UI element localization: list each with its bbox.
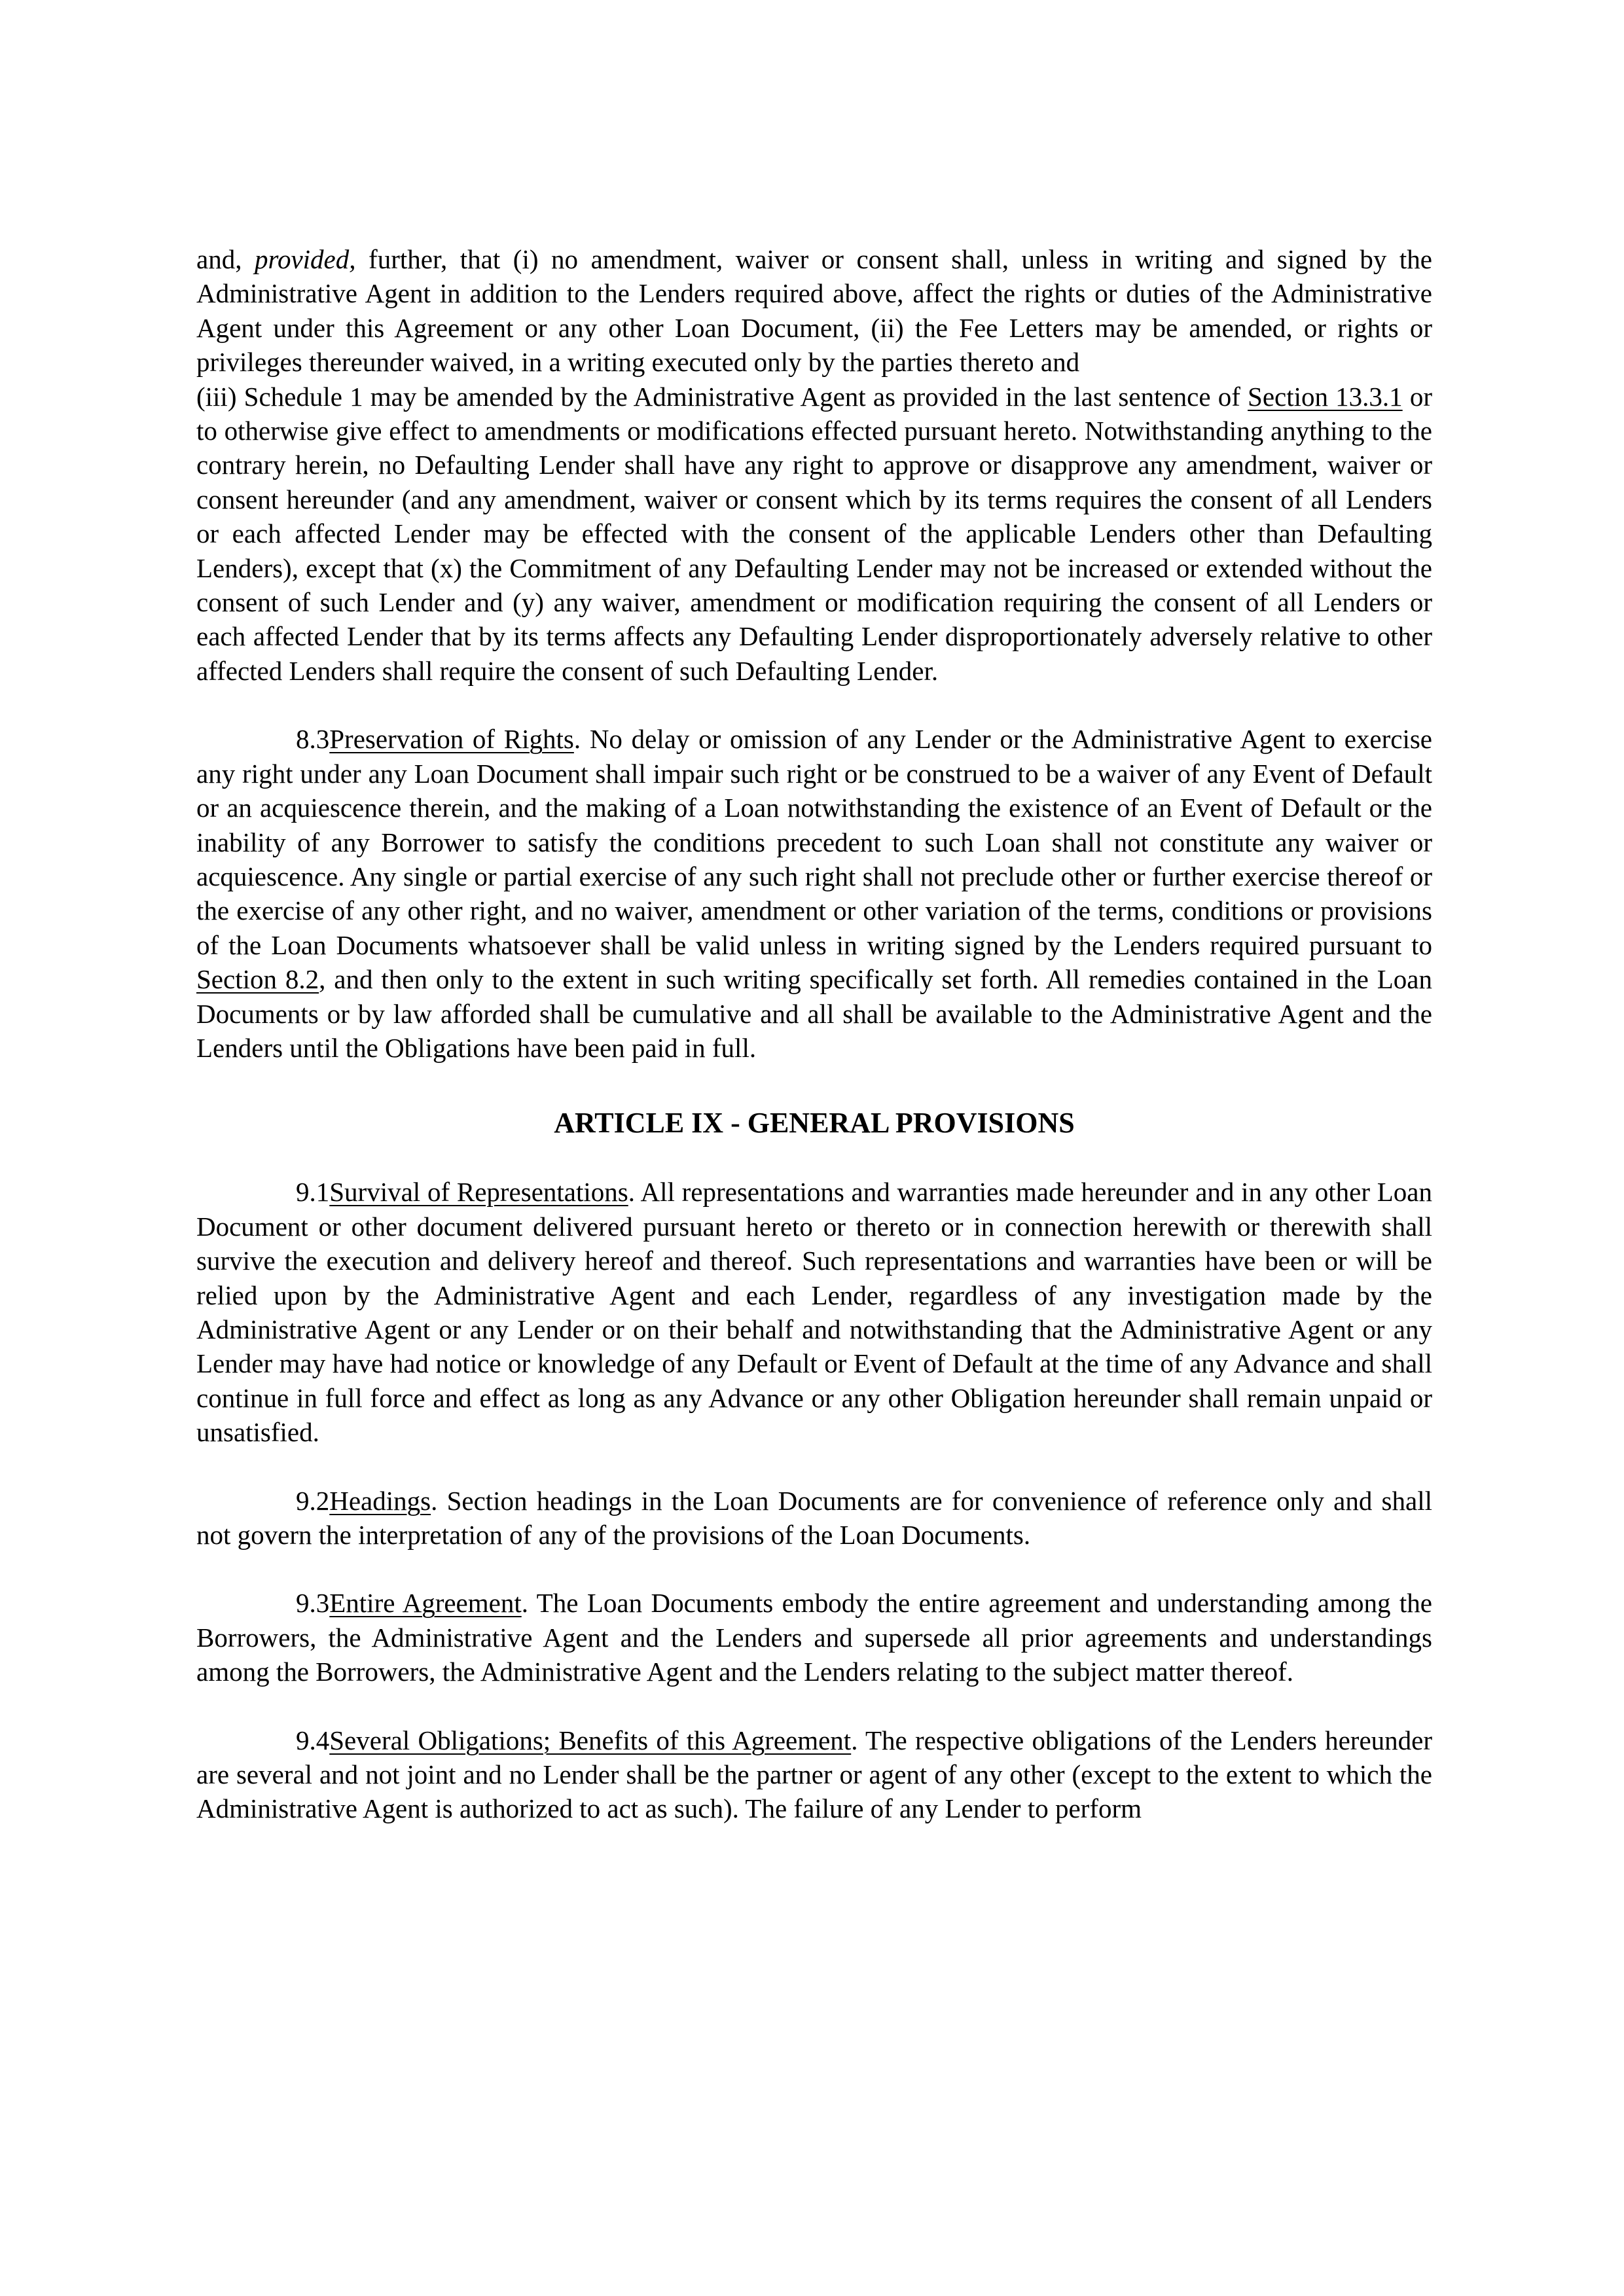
paragraph-schedule-amendment [196,380,1432,689]
section-8-3-number: 8.3 [296,724,330,755]
section-8-3-title: Preservation of Rights [329,724,574,755]
article-ix-heading: ARTICLE IX - GENERAL PROVISIONS [554,1107,1075,1139]
section-8-3-paragraph [196,722,1432,1065]
section-8-2-link[interactable]: Section 8.2 [196,964,319,995]
section-9-1-paragraph [196,1175,1432,1449]
section-9-1-text: . All representations and warranties made hereunder and in any other Loan Document or other document delivered pursuant hereto or thereto or in connection herewith or therewith shall survive the execution and delivery hereof and thereof. Such representations and warranties have been or will be relied upon by the Administrative Agent and each Lender, regardless of any investigation made by the Administrative Agent or any Lender or on their behalf and notwithstanding that the Administrative Agent or any Lender may have had notice or knowledge of any Default or Event of Default at the time of any Advance and shall continue in full force and effect as long as any Advance or any other Obligation hereunder shall remain unpaid or unsatisfied. [196,1177,1433,1448]
section-9-3-number: 9.3 [296,1588,330,1619]
schedule-text-post: or to otherwise give effect to amendments or modifications effected pursuant hereto. Notwithstanding anything to the contrary herein, no Defaulting Lender shall have any right to approve or disapprove any amendment, waiver or consent hereunder (and any amendment, waiver or consent which by its terms requires the consent of all Lenders or each affected Lender may be effected with the consent of the applicable Lenders other than Defaulting Lenders), except that (x) the Commitment of any Defaulting Lender may not be increased or extended without the consent of such Lender and (y) any waiver, amendment or modification requiring the consent of all Lenders or each affected Lender that by its terms affects any Defaulting Lender disproportionately adversely relative to other affected Lenders shall require the consent of such Defaulting Lender. [196,381,1432,686]
section-9-4-title: Several Obligations; Benefits of this Agreement [329,1725,852,1755]
section-9-2-paragraph [196,1484,1432,1552]
section-9-2-text: . Section headings in the Loan Documents are for convenience of reference only and shall not govern the interpretation of any of the provisions of the Loan Documents. [196,1485,1432,1550]
document-page [196,242,1432,1826]
section-13-3-1-link[interactable]: Section 13.3.1 [1248,381,1403,412]
section-9-3-title: Entire Agreement [329,1588,522,1619]
paragraph-amendment-proviso [196,242,1432,380]
section-8-3-text-post: , and then only to the extent in such writing specifically set forth. All remedies contained in the Loan Documents or by law afforded shall be cumulative and all shall be available to the Administrative Agent and the Lenders until the Obligations have been paid in full. [196,964,1433,1063]
section-9-4-paragraph [196,1723,1432,1826]
section-9-3-text: . The Loan Documents embody the entire agreement and understanding among the Borrowers, the Administrative Agent and the Lenders and supersede all prior agreements and understandings among the Borrowers, the Administrative Agent and the Lenders relating to the subject matter thereof. [196,1588,1432,1687]
section-9-4-text: . The respective obligations of the Lenders hereunder are several and not joint and no Lender shall be the partner or agent of any other (except to the extent to which the Administrative Agent is authorized to act as such). The failure of any Lender to perform [196,1725,1432,1824]
section-9-3-paragraph [196,1586,1432,1689]
proviso-text: further, that (i) no amendment, waiver or consent shall, unless in writing and signed by the Administrative Agent in addition to the Lenders required above, affect the rights or duties of the Administrative Agent under this Agreement or any other Loan Document, (ii) the Fee Letters may be amended, or rights or privileges thereunder waived, in a writing executed only by the parties thereto and [196,244,1433,378]
section-8-3-text-pre: . No delay or omission of any Lender or the Administrative Agent to exercise any right under any Loan Document shall impair such right or be construed to be a waiver of any Event of Default or an acquiescence therein, and the making of a Loan notwithstanding the existence of an Event of Default or the inability of any Borrower to satisfy the conditions precedent to such Loan shall not constitute any waiver or acquiescence. Any single or partial exercise of any such right shall not preclude other or further exercise thereof or the exercise of any other right, and no waiver, amendment or other variation of the terms, conditions or provisions of the Loan Documents whatsoever shall be valid unless in writing signed by the Lenders required pursuant to [196,724,1432,960]
section-9-1-number: 9.1 [296,1177,330,1208]
section-9-2-number: 9.2 [296,1485,330,1516]
proviso-lead: and, [196,244,255,274]
section-9-1-title: Survival of Representations [329,1177,628,1208]
proviso-italic: provided, [255,244,356,274]
schedule-text-pre: (iii) Schedule 1 may be amended by the Administrative Agent as provided in the last sentence of [196,381,1248,412]
section-9-2-title: Headings [329,1485,431,1516]
section-9-4-number: 9.4 [296,1725,330,1755]
